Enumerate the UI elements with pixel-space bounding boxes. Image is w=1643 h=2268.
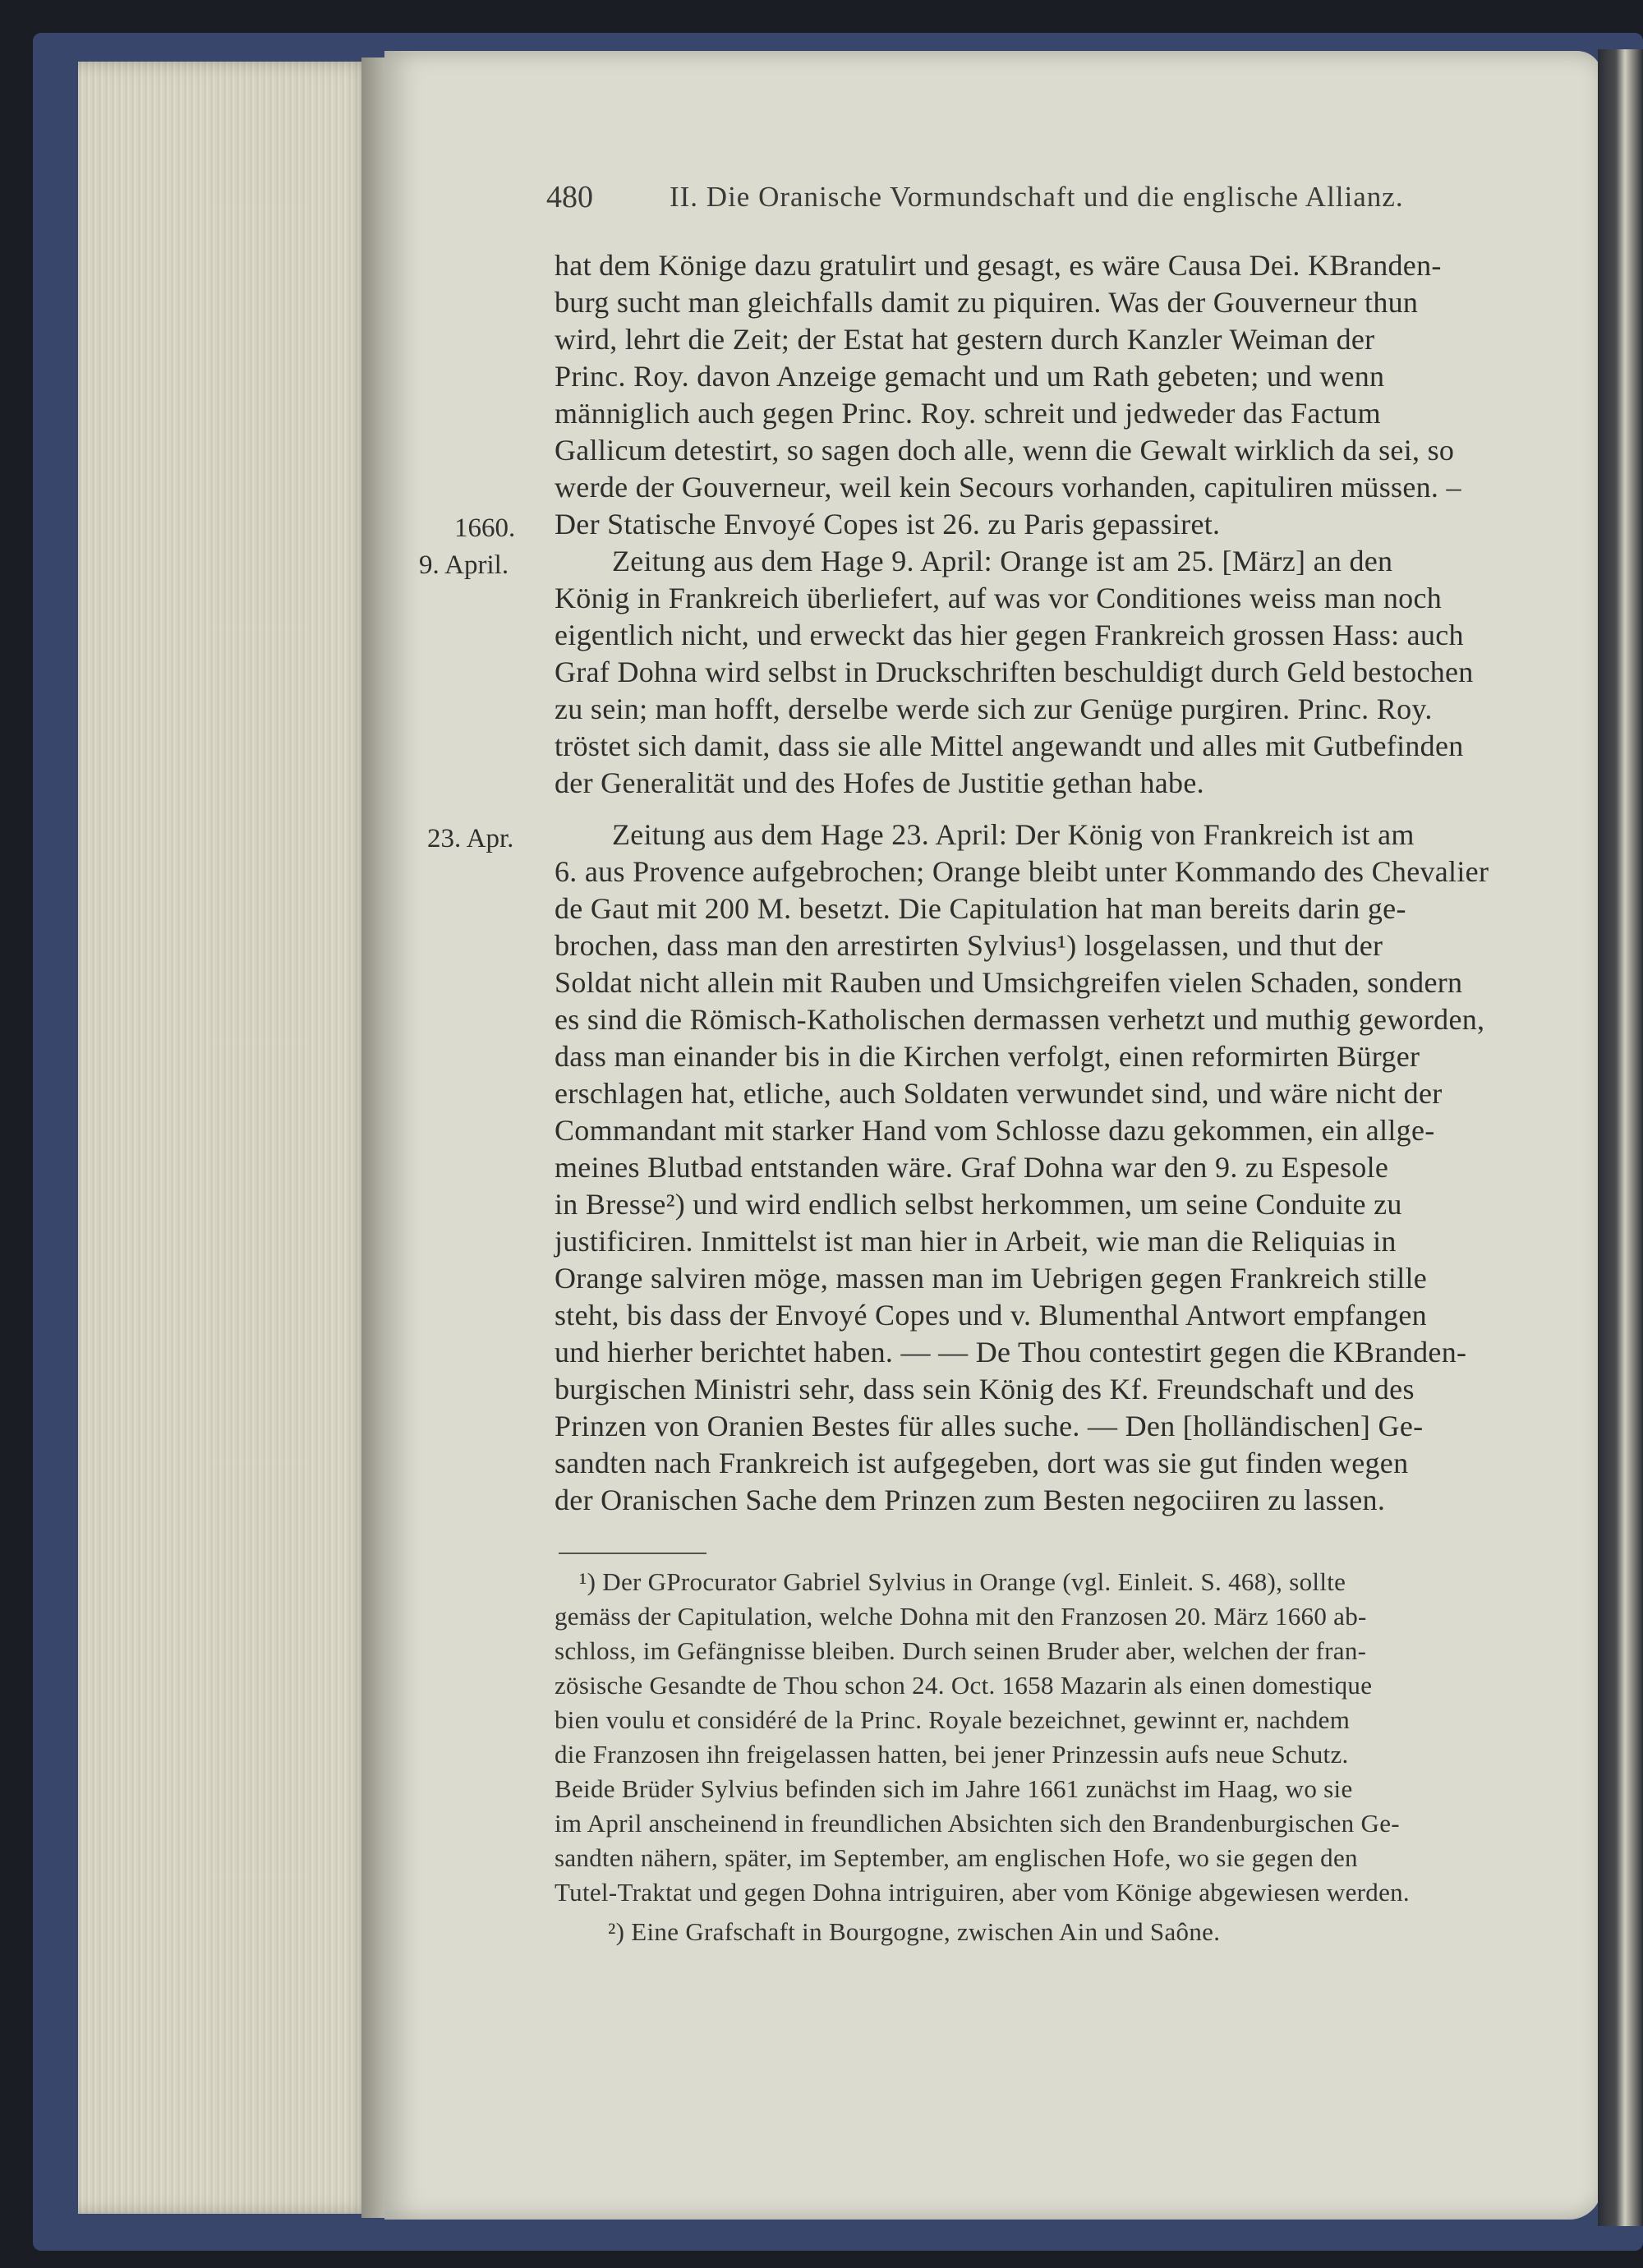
footnote-line: schloss, im Gefängnisse bleiben. Durch seinen Bruder aber, welchen der fran- — [555, 1636, 1367, 1665]
footnote-line: Beide Brüder Sylvius befinden sich im Jahre 1661 zunächst im Haag, wo sie — [555, 1774, 1353, 1803]
text-line: burg sucht man gleichfalls damit zu piquiren. Was der Gouverneur thun — [555, 286, 1419, 319]
text-line: Commandant mit starker Hand vom Schlosse dazu gekommen, ein allge- — [555, 1114, 1435, 1147]
text-line: wird, lehrt die Zeit; der Estat hat gestern durch Kanzler Weiman der — [555, 323, 1375, 356]
text-line: 6. aus Provence aufgebrochen; Orange bleibt unter Kommando des Chevalier — [555, 855, 1489, 888]
text-line: Graf Dohna wird selbst in Druckschriften beschuldigt durch Geld bestochen — [555, 656, 1474, 688]
text-line: dass man einander bis in die Kirchen verfolgt, einen reformirten Bürger — [555, 1040, 1420, 1073]
text-line: Gallicum detestirt, so sagen doch alle, wenn die Gewalt wirklich da sei, so — [555, 434, 1455, 467]
text-line: Soldat nicht allein mit Rauben und Umsichgreifen vielen Schaden, sondern — [555, 966, 1463, 999]
text-line: Zeitung aus dem Hage 23. April: Der König von Frankreich ist am — [612, 818, 1415, 851]
text-line: meines Blutbad entstanden wäre. Graf Dohna war den 9. zu Espesole — [555, 1151, 1389, 1184]
text-line: werde der Gouverneur, weil kein Secours vorhanden, capituliren müssen. – — [555, 471, 1461, 504]
text-line: hat dem Könige dazu gratulirt und gesagt, es wäre Causa Dei. KBranden- — [555, 249, 1442, 282]
margin-note-23-april: 23. Apr. — [427, 824, 514, 853]
text-line: de Gaut mit 200 M. besetzt. Die Capitulation hat man bereits darin ge- — [555, 892, 1406, 925]
text-line: in Bresse²) und wird endlich selbst herkommen, um seine Conduite zu — [555, 1188, 1402, 1221]
text-line: der Generalität und des Hofes de Justitie gethan habe. — [555, 766, 1204, 799]
footnote-line: ¹) Der GProcurator Gabriel Sylvius in Orange (vgl. Einleit. S. 468), sollte — [579, 1567, 1346, 1596]
facing-page-edge — [1598, 49, 1643, 2226]
text-line: Prinzen von Oranien Bestes für alles suche. — Den [holländischen] Ge- — [555, 1410, 1424, 1442]
text-line: Zeitung aus dem Hage 9. April: Orange ist am 25. [März] an den — [612, 545, 1393, 577]
running-title: II. Die Oranische Vormundschaft und die englische Allianz. — [670, 181, 1404, 213]
footnote-line: bien voulu et considéré de la Princ. Royale bezeichnet, gewinnt er, nachdem — [555, 1705, 1351, 1734]
footnote-line: die Franzosen ihn freigelassen hatten, bei jener Prinzessin aufs neue Schutz. — [555, 1740, 1349, 1769]
text-line: Der Statische Envoyé Copes ist 26. zu Paris gepassiret. — [555, 508, 1221, 541]
text-line: Princ. Roy. davon Anzeige gemacht und um Rath gebeten; und wenn — [555, 360, 1385, 393]
text-line: Orange salviren möge, massen man im Uebrigen gegen Frankreich stille — [555, 1262, 1428, 1295]
text-line: zu sein; man hofft, derselbe werde sich zur Genüge purgiren. Princ. Roy. — [555, 692, 1433, 725]
text-line: König in Frankreich überliefert, auf was vor Conditiones weiss man noch — [555, 582, 1443, 614]
footnote-line: ²) Eine Grafschaft in Bourgogne, zwischen Ain und Saône. — [608, 1917, 1221, 1946]
text-line: es sind die Römisch-Katholischen dermassen verhetzt und muthig geworden, — [555, 1003, 1485, 1036]
footnote-line: im April anscheinend in freundlichen Absichten sich den Brandenburgischen Ge- — [555, 1809, 1400, 1838]
text-line: steht, bis dass der Envoyé Copes und v. Blumenthal Antwort empfangen — [555, 1299, 1427, 1332]
footnote-line: sandten nähern, später, im September, am englischen Hofe, wo sie gegen den — [555, 1843, 1358, 1872]
text-line: sandten nach Frankreich ist aufgegeben, dort was sie gut finden wegen — [555, 1447, 1409, 1479]
margin-note-year: 1660. — [454, 513, 516, 543]
text-line: erschlagen hat, etliche, auch Soldaten verwundet sind, und wäre nicht der — [555, 1077, 1443, 1110]
footnote-line: Tutel-Traktat und gegen Dohna intriguiren, aber vom Könige abgewiesen werden. — [555, 1878, 1410, 1907]
footnote-line: zösische Gesandte de Thou schon 24. Oct. 1658 Mazarin als einen domestique — [555, 1671, 1373, 1700]
margin-note-9-april: 9. April. — [419, 550, 509, 580]
footnote-rule — [559, 1553, 706, 1554]
text-line: brochen, dass man den arrestirten Sylvius¹) losgelassen, und thut der — [555, 929, 1383, 962]
running-header — [546, 179, 1516, 220]
text-line: eigentlich nicht, und erweckt das hier gegen Frankreich grossen Hass: auch — [555, 619, 1464, 651]
page-stack-edge — [78, 62, 374, 2214]
text-line: männiglich auch gegen Princ. Roy. schreit und jedweder das Factum — [555, 397, 1381, 430]
text-line: justificiren. Inmittelst ist man hier in Arbeit, wie man die Reliquias in — [555, 1225, 1397, 1258]
text-line: tröstet sich damit, dass sie alle Mittel angewandt und alles mit Gutbefinden — [555, 729, 1464, 762]
footnote-line: gemäss der Capitulation, welche Dohna mit den Franzosen 20. März 1660 ab- — [555, 1602, 1367, 1631]
page-number: 480 — [546, 180, 593, 214]
text-line: der Oranischen Sache dem Prinzen zum Besten negociiren zu lassen. — [555, 1484, 1386, 1516]
text-line: und hierher berichtet haben. — — De Thou contestirt gegen die KBranden- — [555, 1336, 1467, 1369]
text-line: burgischen Ministri sehr, dass sein König des Kf. Freundschaft und des — [555, 1373, 1415, 1405]
